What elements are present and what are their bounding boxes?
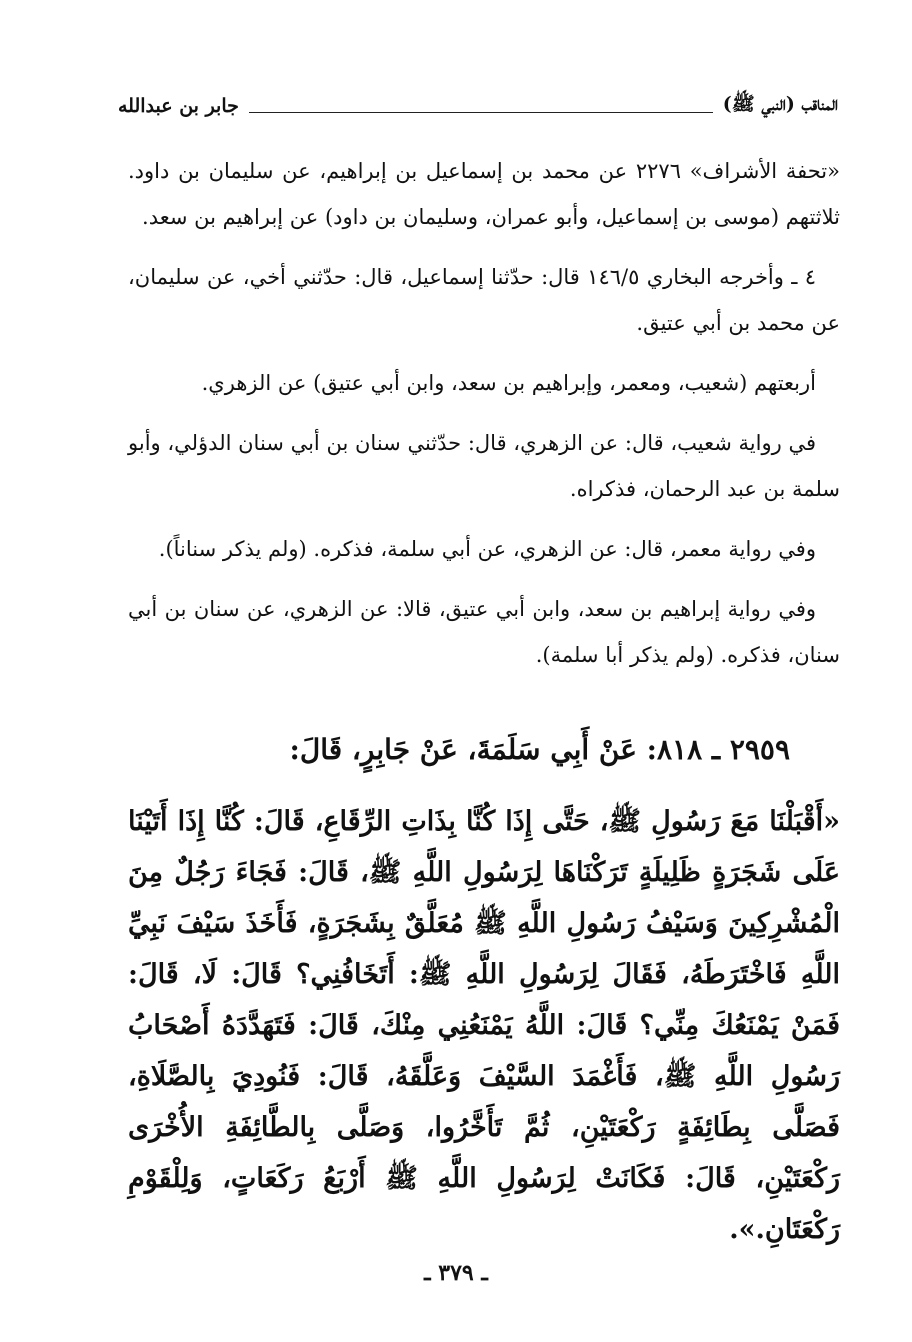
header-rule: [249, 112, 713, 113]
hadith-heading: ٢٩٥٩ ـ ٨١٨: عَنْ أَبِي سَلَمَةَ، عَنْ جَابِرٍ، قَالَ:: [289, 733, 790, 766]
note-paragraph: أربعتهم (شعيب، ومعمر، وإبراهيم بن سعد، وابن أبي عتيق) عن الزهري.: [201, 371, 816, 395]
note-paragraph: ٤ ـ وأخرجه البخاري ١٤٦/٥ قال: حدّثنا إسماعيل، قال: حدّثني أخي، عن سليمان، عن محمد بن أبي عتيق.: [128, 265, 840, 335]
hadith-text-block: [128, 796, 840, 1255]
note-paragraph: وفي رواية معمر، قال: عن الزهري، عن أبي سلمة، فذكره. (ولم يذكر سناناً).: [158, 537, 816, 561]
hadith-text: «أَقْبَلْنَا مَعَ رَسُولِ ﷺ، حَتَّى إِذَا كُنَّا بِذَاتِ الرِّقَاعِ، قَالَ: كُنَّا إِذَا أَتَيْنَا عَلَى شَجَرَةٍ ظَلِيلَةٍ تَرَكْنَاهَا لِرَسُولِ اللَّهِ ﷺ، قَالَ: فَجَاءَ رَجُلٌ مِنَ الْمُشْرِكِينَ وَسَيْفُ رَسُولِ اللَّهِ ﷺ مُعَلَّقٌ بِشَجَرَةٍ، فَأَخَذَ سَيْفَ نَبِيِّ اللَّهِ فَاخْتَرَطَهُ، فَقَالَ لِرَسُولِ اللَّهِ ﷺ: أَتَخَافُنِي؟ قَالَ: لَا، قَالَ: فَمَنْ يَمْنَعُكَ مِنِّي؟ قَالَ: اللَّهُ يَمْنَعُنِي مِنْكَ، قَالَ: فَتَهَدَّدَهُ أَصْحَابُ رَسُولِ اللَّهِ ﷺ، فَأَغْمَدَ السَّيْفَ وَعَلَّقَهُ، قَالَ: فَنُودِيَ بِالصَّلَاةِ، فَصَلَّى بِطَائِفَةٍ رَكْعَتَيْنِ، ثُمَّ تَأَخَّرُوا، وَصَلَّى بِالطَّائِفَةِ الأُخْرَى رَكْعَتَيْنِ، قَالَ: فَكَانَتْ لِرَسُولِ اللَّهِ ﷺ أَرْبَعُ رَكَعَاتٍ، وَلِلْقَوْمِ رَكْعَتَانِ.».: [128, 806, 840, 1245]
running-header: [118, 90, 838, 122]
header-chapter-title: المناقب (النبي ﷺ): [722, 93, 838, 115]
header-narrator-title: جابر بن عبدالله: [118, 95, 239, 117]
takhrij-notes: [128, 148, 840, 692]
page-number: ـ ٣٧٩ ـ: [424, 1260, 488, 1286]
note-paragraph: وفي رواية إبراهيم بن سعد، وابن أبي عتيق، قالا: عن الزهري، عن سنان بن أبي سنان، فذكره. (ولم يذكر أبا سلمة).: [128, 597, 840, 667]
note-paragraph: في رواية شعيب، قال: عن الزهري، قال: حدّثني سنان بن أبي سنان الدؤلي، وأبو سلمة بن عبد الرحمان، فذكراه.: [128, 431, 840, 501]
note-paragraph: «تحفة الأشراف» ٢٢٧٦ عن محمد بن إسماعيل بن إبراهيم، عن سليمان بن داود. ثلاثتهم (موسى بن إسماعيل، وأبو عمران، وسليمان بن داود) عن إبراهيم بن سعد.: [128, 159, 840, 229]
